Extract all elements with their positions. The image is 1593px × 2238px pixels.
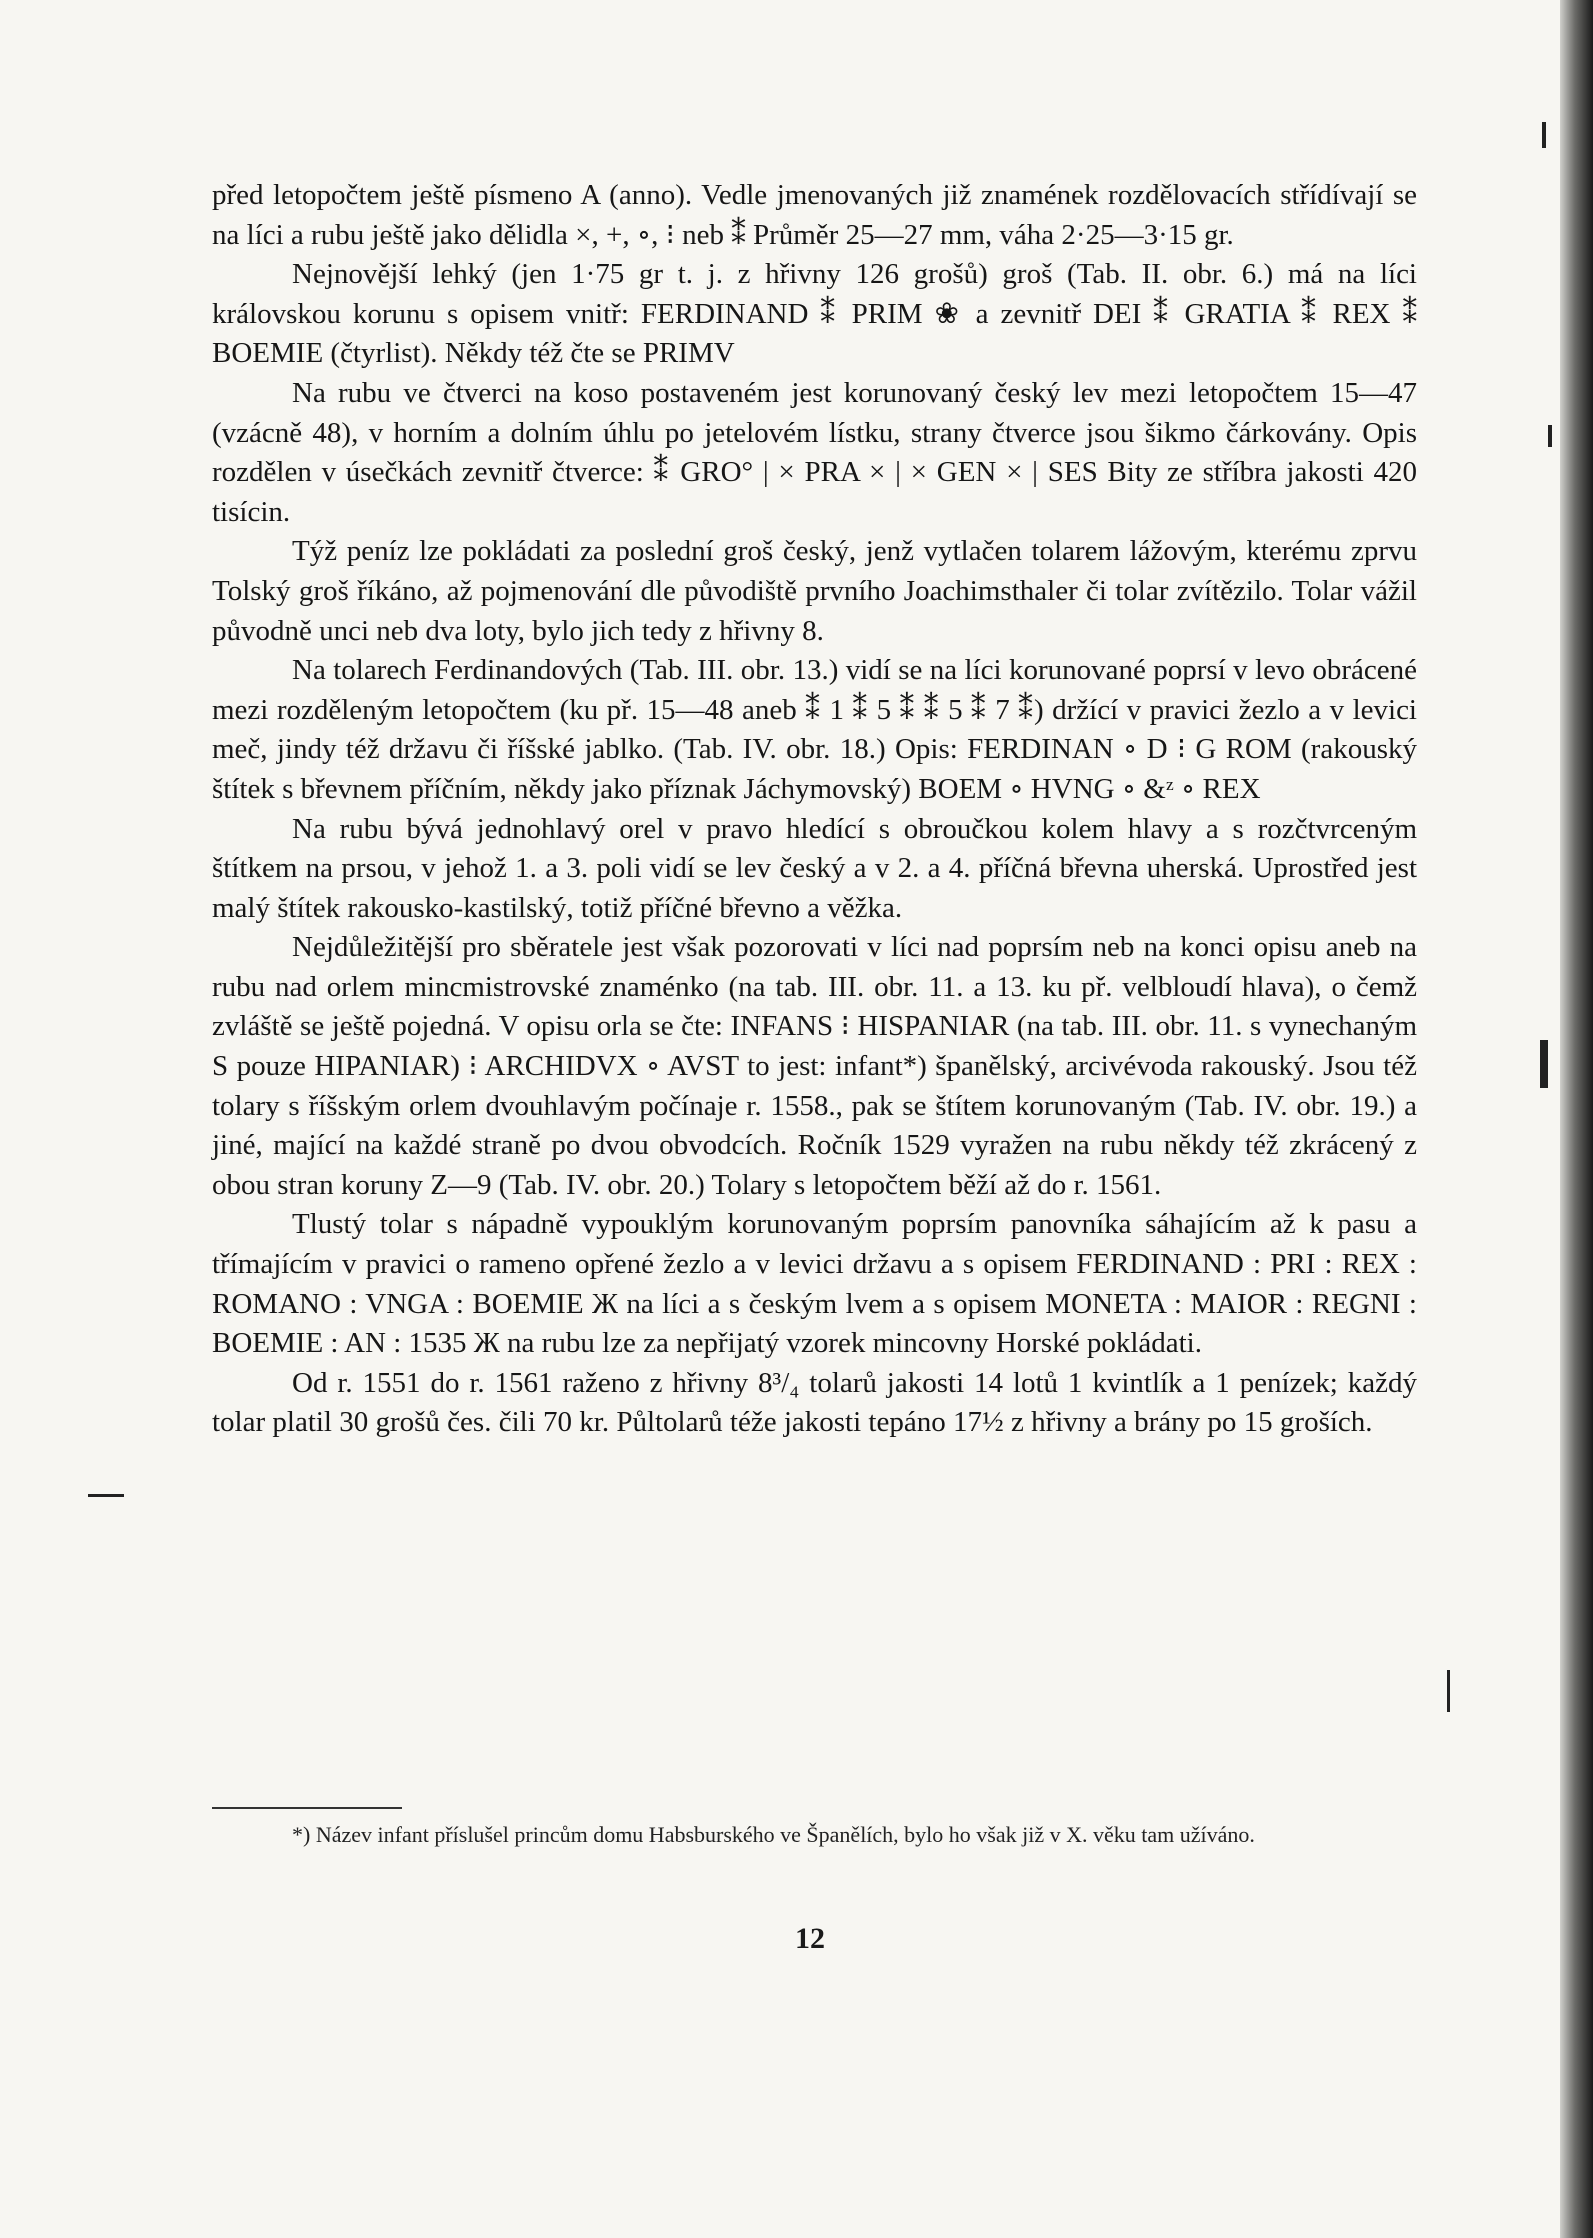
scan-edge-shadow	[1560, 0, 1593, 2238]
scan-speck	[1542, 122, 1546, 148]
paragraph-4: Týž peníz lze pokládati za poslední groš český, jenž vytlačen tolarem lážovým, kterému zprvu Tolský groš říkáno, až pojmenování dle původiště prvního Joachimsthaler či tolar zvítězilo. Tolar vážil původně unci neb dva loty, bylo jich tedy z hřivny 8.	[212, 535, 1417, 647]
paragraph-8: Tlustý tolar s nápadně vypouklým korunovaným poprsím panovníka sáhajícím až k pasu a třímajícím v pravici o rameno opřené žezlo a v levici državu a s opisem FERDINAND : PRI : REX : ROMANO : VNGA : BOEMIE Ж na líci a s českým lvem a s opisem MONETA : MAIOR : REGNI : BOEMIE : AN : 1535 Ж na rubu lze za nepřijatý vzorek mincovny Horské pokládati.	[212, 1208, 1417, 1360]
body-text	[212, 176, 1417, 1443]
footnote: *) Název infant příslušel princům domu Habsburského ve Španělích, bylo ho však již v X. věku tam užíváno.	[292, 1822, 1255, 1847]
scan-speck	[1548, 425, 1552, 447]
paragraph-3: Na rubu ve čtverci na koso postaveném jest korunovaný český lev mezi letopočtem 15—47 (vzácně 48), v horním a dolním úhlu po jetelovém lístku, strany čtverce jsou šikmo čárkovány. Opis rozdělen v úsečkách zevnitř čtverce: ⁑ GRO° | × PRA × | × GEN × | SES Bity ze stříbra jakosti 420 tisícin.	[212, 376, 1417, 528]
scan-speck	[1447, 1670, 1450, 1712]
paragraph-5: Na tolarech Ferdinandových (Tab. III. obr. 13.) vidí se na líci korunované poprsí v levo obrácené mezi rozděleným letopočtem (ku př. 15—48 aneb ⁑ 1 ⁑ 5 ⁑ ⁑ 5 ⁑ 7 ⁑) držící v pravici žezlo a v levici meč, jindy též državu či říšské jablko. (Tab. IV. obr. 18.) Opis: FERDINAN ∘ D ⁝ G ROM (rakouský štítek s břevnem příčním, někdy jako příznak Jáchymovský) BOEM ∘ HVNG ∘ &ᶻ ∘ REX	[212, 654, 1417, 805]
scan-speck	[1540, 1040, 1548, 1088]
paragraph-2: Nejnovější lehký (jen 1·75 gr t. j. z hřivny 126 grošů) groš (Tab. II. obr. 6.) má na líci královskou korunu s opisem vnitř: FERDINAND ⁑ PRIM ❀ a zevnitř DEI ⁑ GRATIA ⁑ REX ⁑ BOEMIE (čtyrlist). Někdy též čte se PRIMV	[212, 258, 1417, 370]
paragraph-9: Od r. 1551 do r. 1561 raženo z hřivny 8³/₄ tolarů jakosti 14 lotů 1 kvintlík a 1 penízek; každý tolar platil 30 grošů čes. čili 70 kr. Půltolarů téže jakosti tepáno 17½ z hřivny a brány po 15 groších.	[212, 1366, 1417, 1439]
footnote-rule	[212, 1807, 402, 1809]
paragraph-6: Na rubu bývá jednohlavý orel v pravo hledící s obroučkou kolem hlavy a s rozčtvrceným štítkem na prsou, v jehož 1. a 3. poli vidí se lev český a v 2. a 4. příčná břevna uherská. Uprostřed jest malý štítek rakousko-kastilský, totiž příčné břevno a věžka.	[212, 812, 1417, 924]
page-number: 12	[795, 1922, 825, 1955]
paragraph-7: Nejdůležitější pro sběratele jest však pozorovati v líci nad poprsím neb na konci opisu aneb na rubu nad orlem mincmistrovské znaménko (na tab. III. obr. 11. a 13. ku př. velbloudí hlava), o čemž zvláště se ještě pojedná. V opisu orla se čte: INFANS ⁝ HISPANIAR (na tab. III. obr. 11. s vynechaným S pouze HIPANIAR) ⁝ ARCHIDVX ∘ AVST to jest: infant*) španělský, arcivévoda rakouský. Jsou též tolary s říšským orlem dvouhlavým počínaje r. 1558., pak se štítem korunovaným (Tab. IV. obr. 19.) a jiné, mající na každé straně po dvou obvodcích. Ročník 1529 vyražen na rubu někdy též zkrácený z obou stran koruny Z—9 (Tab. IV. obr. 20.) Tolary s letopočtem běží až do r. 1561.	[212, 931, 1417, 1201]
paragraph-1: před letopočtem ještě písmeno A (anno). Vedle jmenovaných již znamének rozdělovacích střídívají se na líci a rubu ještě jako dělidla ×, +, ∘, ⁝ neb ⁑ Průměr 25—27 mm, váha 2·25—3·15 gr.	[212, 179, 1417, 251]
scan-speck	[88, 1494, 124, 1497]
